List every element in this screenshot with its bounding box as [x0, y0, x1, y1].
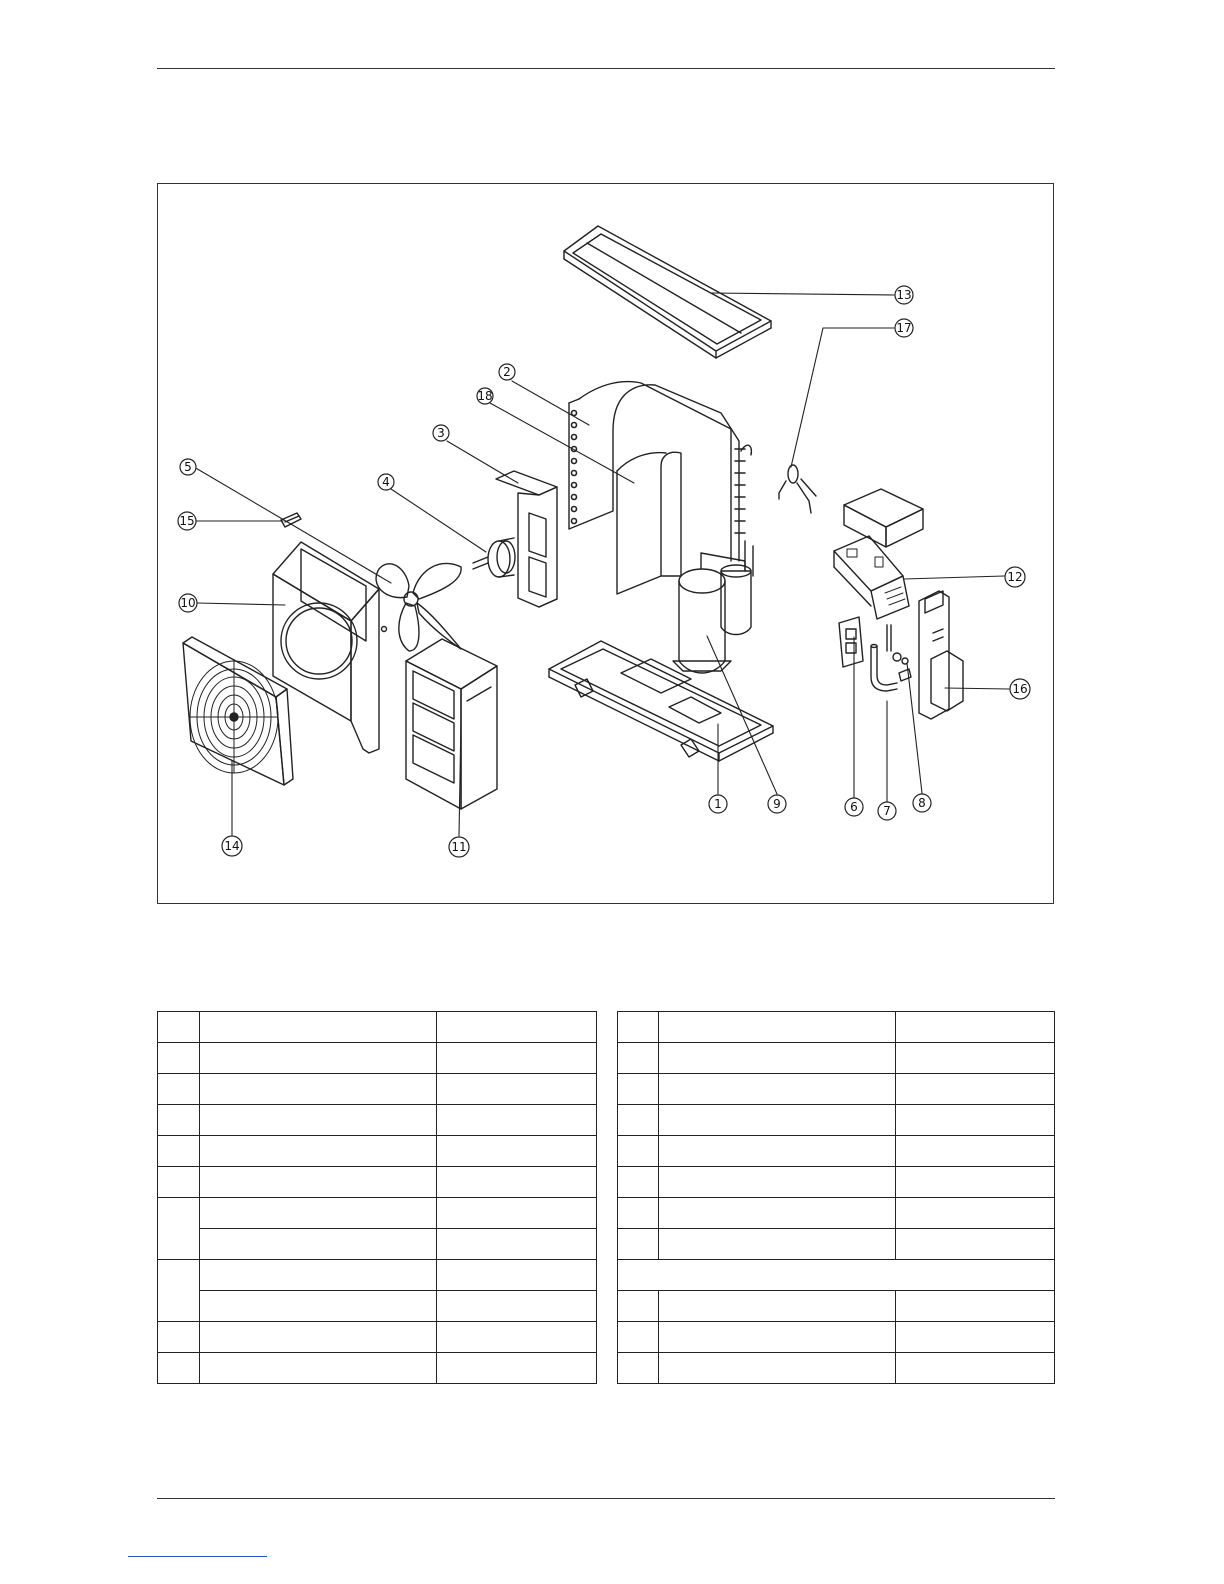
table-row	[158, 1353, 597, 1384]
callout-9: 9	[773, 797, 781, 811]
table-row	[618, 1229, 1055, 1260]
temperature-sensor-drawing	[779, 465, 816, 513]
callout-12: 12	[1007, 570, 1023, 584]
callout-17: 17	[896, 321, 912, 335]
callout-11: 11	[451, 840, 467, 854]
table-row	[618, 1043, 1055, 1074]
header-rule	[157, 68, 1055, 69]
callout-4: 4	[382, 475, 390, 489]
table-row	[158, 1260, 597, 1291]
top-cover-drawing	[564, 226, 771, 358]
table-row	[618, 1353, 1055, 1384]
callout-14: 14	[224, 839, 240, 853]
footer-rule	[157, 1498, 1055, 1499]
table-row	[618, 1291, 1055, 1322]
fan-guard-drawing	[183, 637, 293, 785]
partition-plate-drawing	[617, 452, 681, 594]
callout-18: 18	[477, 389, 493, 403]
callout-15: 15	[179, 514, 195, 528]
table-row	[158, 1105, 597, 1136]
base-pan-drawing	[549, 641, 773, 761]
table-row	[618, 1105, 1055, 1136]
callout-7: 7	[883, 804, 891, 818]
footer-link-underline[interactable]	[128, 1556, 267, 1557]
callout-circles	[178, 286, 1030, 857]
table-row	[158, 1074, 597, 1105]
table-row	[618, 1074, 1055, 1105]
table-row	[158, 1291, 597, 1322]
connection-pipe-drawing	[871, 645, 897, 692]
front-panel-drawing	[273, 542, 387, 753]
fan-motor-drawing	[473, 538, 515, 577]
callout-3: 3	[437, 426, 445, 440]
callout-1: 1	[714, 797, 722, 811]
table-row	[618, 1198, 1055, 1229]
callout-6: 6	[850, 800, 858, 814]
table-row	[158, 1198, 597, 1229]
table-row	[618, 1167, 1055, 1198]
table-row	[618, 1136, 1055, 1167]
right-panel-drawing	[919, 591, 963, 719]
callout-16: 16	[1012, 682, 1028, 696]
fan-blade-drawing	[376, 563, 461, 651]
table-row	[618, 1260, 1055, 1291]
table-row	[158, 1136, 597, 1167]
callout-5: 5	[184, 460, 192, 474]
callout-2: 2	[503, 365, 511, 379]
table-row	[618, 1322, 1055, 1353]
parts-table-right	[617, 1011, 1055, 1384]
motor-bracket-drawing	[496, 471, 557, 607]
table-row	[158, 1229, 597, 1260]
service-valve-drawing	[887, 625, 911, 681]
exploded-view-diagram	[157, 183, 1054, 904]
callout-13: 13	[896, 288, 912, 302]
table-row	[158, 1322, 597, 1353]
table-row	[618, 1012, 1055, 1043]
control-box-drawing	[834, 489, 923, 619]
side-panel-drawing	[406, 639, 497, 809]
callout-8: 8	[918, 796, 926, 810]
table-row	[158, 1043, 597, 1074]
callout-10: 10	[180, 596, 196, 610]
table-row	[158, 1012, 597, 1043]
compressor-drawing	[673, 553, 751, 673]
terminal-block-drawing	[839, 617, 863, 667]
table-row	[158, 1167, 597, 1198]
parts-table-left	[157, 1011, 597, 1384]
